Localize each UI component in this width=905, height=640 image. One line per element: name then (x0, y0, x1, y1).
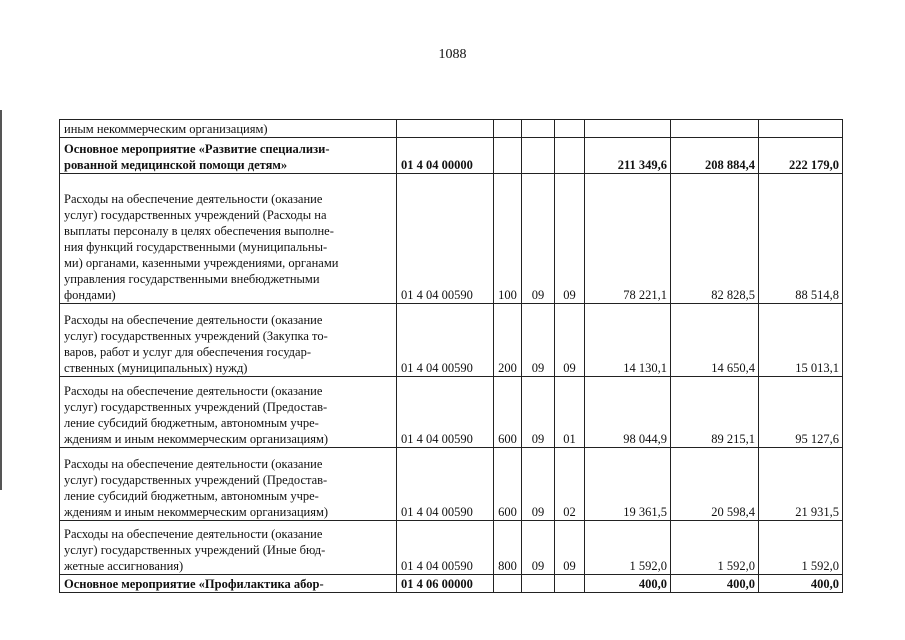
cell-amount-year1: 14 130,1 (585, 304, 671, 377)
cell-subsection (555, 138, 585, 174)
expense-name-line: рованной медицинской помощи детям» (64, 158, 288, 172)
cell-amount-year2: 208 884,4 (671, 138, 759, 174)
expense-name-line: ния функций государственными (муниципальны- (64, 240, 328, 254)
cell-expense-type: 100 (494, 174, 522, 304)
cell-target-code: 01 4 04 00590 (397, 448, 494, 521)
expense-name-line: иным некоммерческим организациям) (64, 122, 268, 136)
expense-name-line: Расходы на обеспечение деятельности (оказание (64, 192, 323, 206)
cell-expense-name (60, 521, 397, 575)
expense-name-line: услуг) государственных учреждений (Закупка то- (64, 329, 328, 343)
cell-target-code (397, 120, 494, 138)
expense-name-line: услуг) государственных учреждений (Предостав- (64, 400, 328, 414)
page-number: 1088 (438, 47, 467, 62)
cell-target-code: 01 4 04 00000 (397, 138, 494, 174)
cell-expense-name (60, 448, 397, 521)
expense-name-line: ждениям и иным некоммерческим организациям) (64, 432, 329, 446)
cell-expense-name (60, 120, 397, 138)
cell-amount-year1: 211 349,6 (585, 138, 671, 174)
cell-expense-name (60, 304, 397, 377)
cell-subsection: 09 (555, 521, 585, 575)
cell-section: 09 (522, 174, 555, 304)
cell-amount-year3: 15 013,1 (759, 304, 843, 377)
table-row (60, 304, 843, 377)
expense-name-line: Расходы на обеспечение деятельности (оказание (64, 457, 323, 471)
cell-amount-year2: 400,0 (671, 575, 759, 593)
cell-amount-year3 (759, 120, 843, 138)
cell-amount-year3: 95 127,6 (759, 377, 843, 448)
cell-amount-year2: 89 215,1 (671, 377, 759, 448)
cell-expense-type (494, 138, 522, 174)
cell-expense-type: 200 (494, 304, 522, 377)
cell-subsection (555, 575, 585, 593)
cell-subsection: 01 (555, 377, 585, 448)
cell-amount-year1: 78 221,1 (585, 174, 671, 304)
cell-target-code: 01 4 04 00590 (397, 174, 494, 304)
expense-name-line: услуг) государственных учреждений (Расходы на (64, 208, 327, 222)
table-row (60, 174, 843, 304)
cell-amount-year1: 1 592,0 (585, 521, 671, 575)
cell-target-code: 01 4 04 00590 (397, 377, 494, 448)
cell-expense-type: 600 (494, 377, 522, 448)
table-row (60, 575, 843, 593)
cell-amount-year2 (671, 120, 759, 138)
cell-amount-year1 (585, 120, 671, 138)
table-row (60, 377, 843, 448)
expense-name-line: Расходы на обеспечение деятельности (оказание (64, 313, 323, 327)
expense-name-line: Расходы на обеспечение деятельности (оказание (64, 384, 323, 398)
expense-name-line: жетные ассигнования) (64, 559, 184, 573)
cell-amount-year2: 14 650,4 (671, 304, 759, 377)
table-body (60, 120, 843, 593)
expense-name-line: варов, работ и услуг для обеспечения государ- (64, 345, 312, 359)
budget-table (59, 119, 843, 593)
cell-section: 09 (522, 304, 555, 377)
cell-section (522, 120, 555, 138)
cell-subsection: 02 (555, 448, 585, 521)
cell-subsection: 09 (555, 174, 585, 304)
cell-section: 09 (522, 448, 555, 521)
table-row (60, 521, 843, 575)
cell-section: 09 (522, 377, 555, 448)
cell-expense-type: 800 (494, 521, 522, 575)
cell-expense-name (60, 575, 397, 593)
expense-name-line: ждениям и иным некоммерческим организациям) (64, 505, 329, 519)
expense-name-line: Основное мероприятие «Профилактика абор- (64, 577, 324, 591)
expense-name-line: Расходы на обеспечение деятельности (оказание (64, 527, 323, 541)
cell-expense-type (494, 120, 522, 138)
cell-amount-year3: 1 592,0 (759, 521, 843, 575)
cell-expense-type (494, 575, 522, 593)
table-row (60, 120, 843, 138)
cell-amount-year3: 21 931,5 (759, 448, 843, 521)
cell-amount-year2: 1 592,0 (671, 521, 759, 575)
expense-name-line: Основное мероприятие «Развитие специализи- (64, 142, 330, 156)
expense-name-line: услуг) государственных учреждений (Иные бюд- (64, 543, 326, 557)
cell-target-code: 01 4 04 00590 (397, 521, 494, 575)
cell-section (522, 138, 555, 174)
cell-expense-type: 600 (494, 448, 522, 521)
cell-expense-name (60, 138, 397, 174)
cell-expense-name (60, 174, 397, 304)
expense-name-line: управления государственными внебюджетными (64, 272, 320, 286)
cell-subsection (555, 120, 585, 138)
expense-name-line: выплаты персоналу в целях обеспечения выполне- (64, 224, 334, 238)
expense-name-line: фондами) (64, 288, 116, 302)
cell-expense-name (60, 377, 397, 448)
cell-target-code: 01 4 04 00590 (397, 304, 494, 377)
table-row (60, 448, 843, 521)
cell-target-code: 01 4 06 00000 (397, 575, 494, 593)
cell-amount-year2: 20 598,4 (671, 448, 759, 521)
expense-name-line: ственных (муниципальных) нужд) (64, 361, 248, 375)
cell-amount-year1: 98 044,9 (585, 377, 671, 448)
expense-name-line: услуг) государственных учреждений (Предостав- (64, 473, 328, 487)
cell-amount-year2: 82 828,5 (671, 174, 759, 304)
expense-name-line: ми) органами, казенными учреждениями, органами (64, 256, 339, 270)
cell-amount-year3: 88 514,8 (759, 174, 843, 304)
expense-name-line: ление субсидий бюджетным, автономным учре- (64, 416, 319, 430)
scan-edge-line (0, 110, 2, 490)
cell-subsection: 09 (555, 304, 585, 377)
cell-section: 09 (522, 521, 555, 575)
expense-name-line: ление субсидий бюджетным, автономным учре- (64, 489, 319, 503)
cell-amount-year3: 222 179,0 (759, 138, 843, 174)
table-row (60, 138, 843, 174)
cell-section (522, 575, 555, 593)
cell-amount-year3: 400,0 (759, 575, 843, 593)
cell-amount-year1: 19 361,5 (585, 448, 671, 521)
cell-amount-year1: 400,0 (585, 575, 671, 593)
